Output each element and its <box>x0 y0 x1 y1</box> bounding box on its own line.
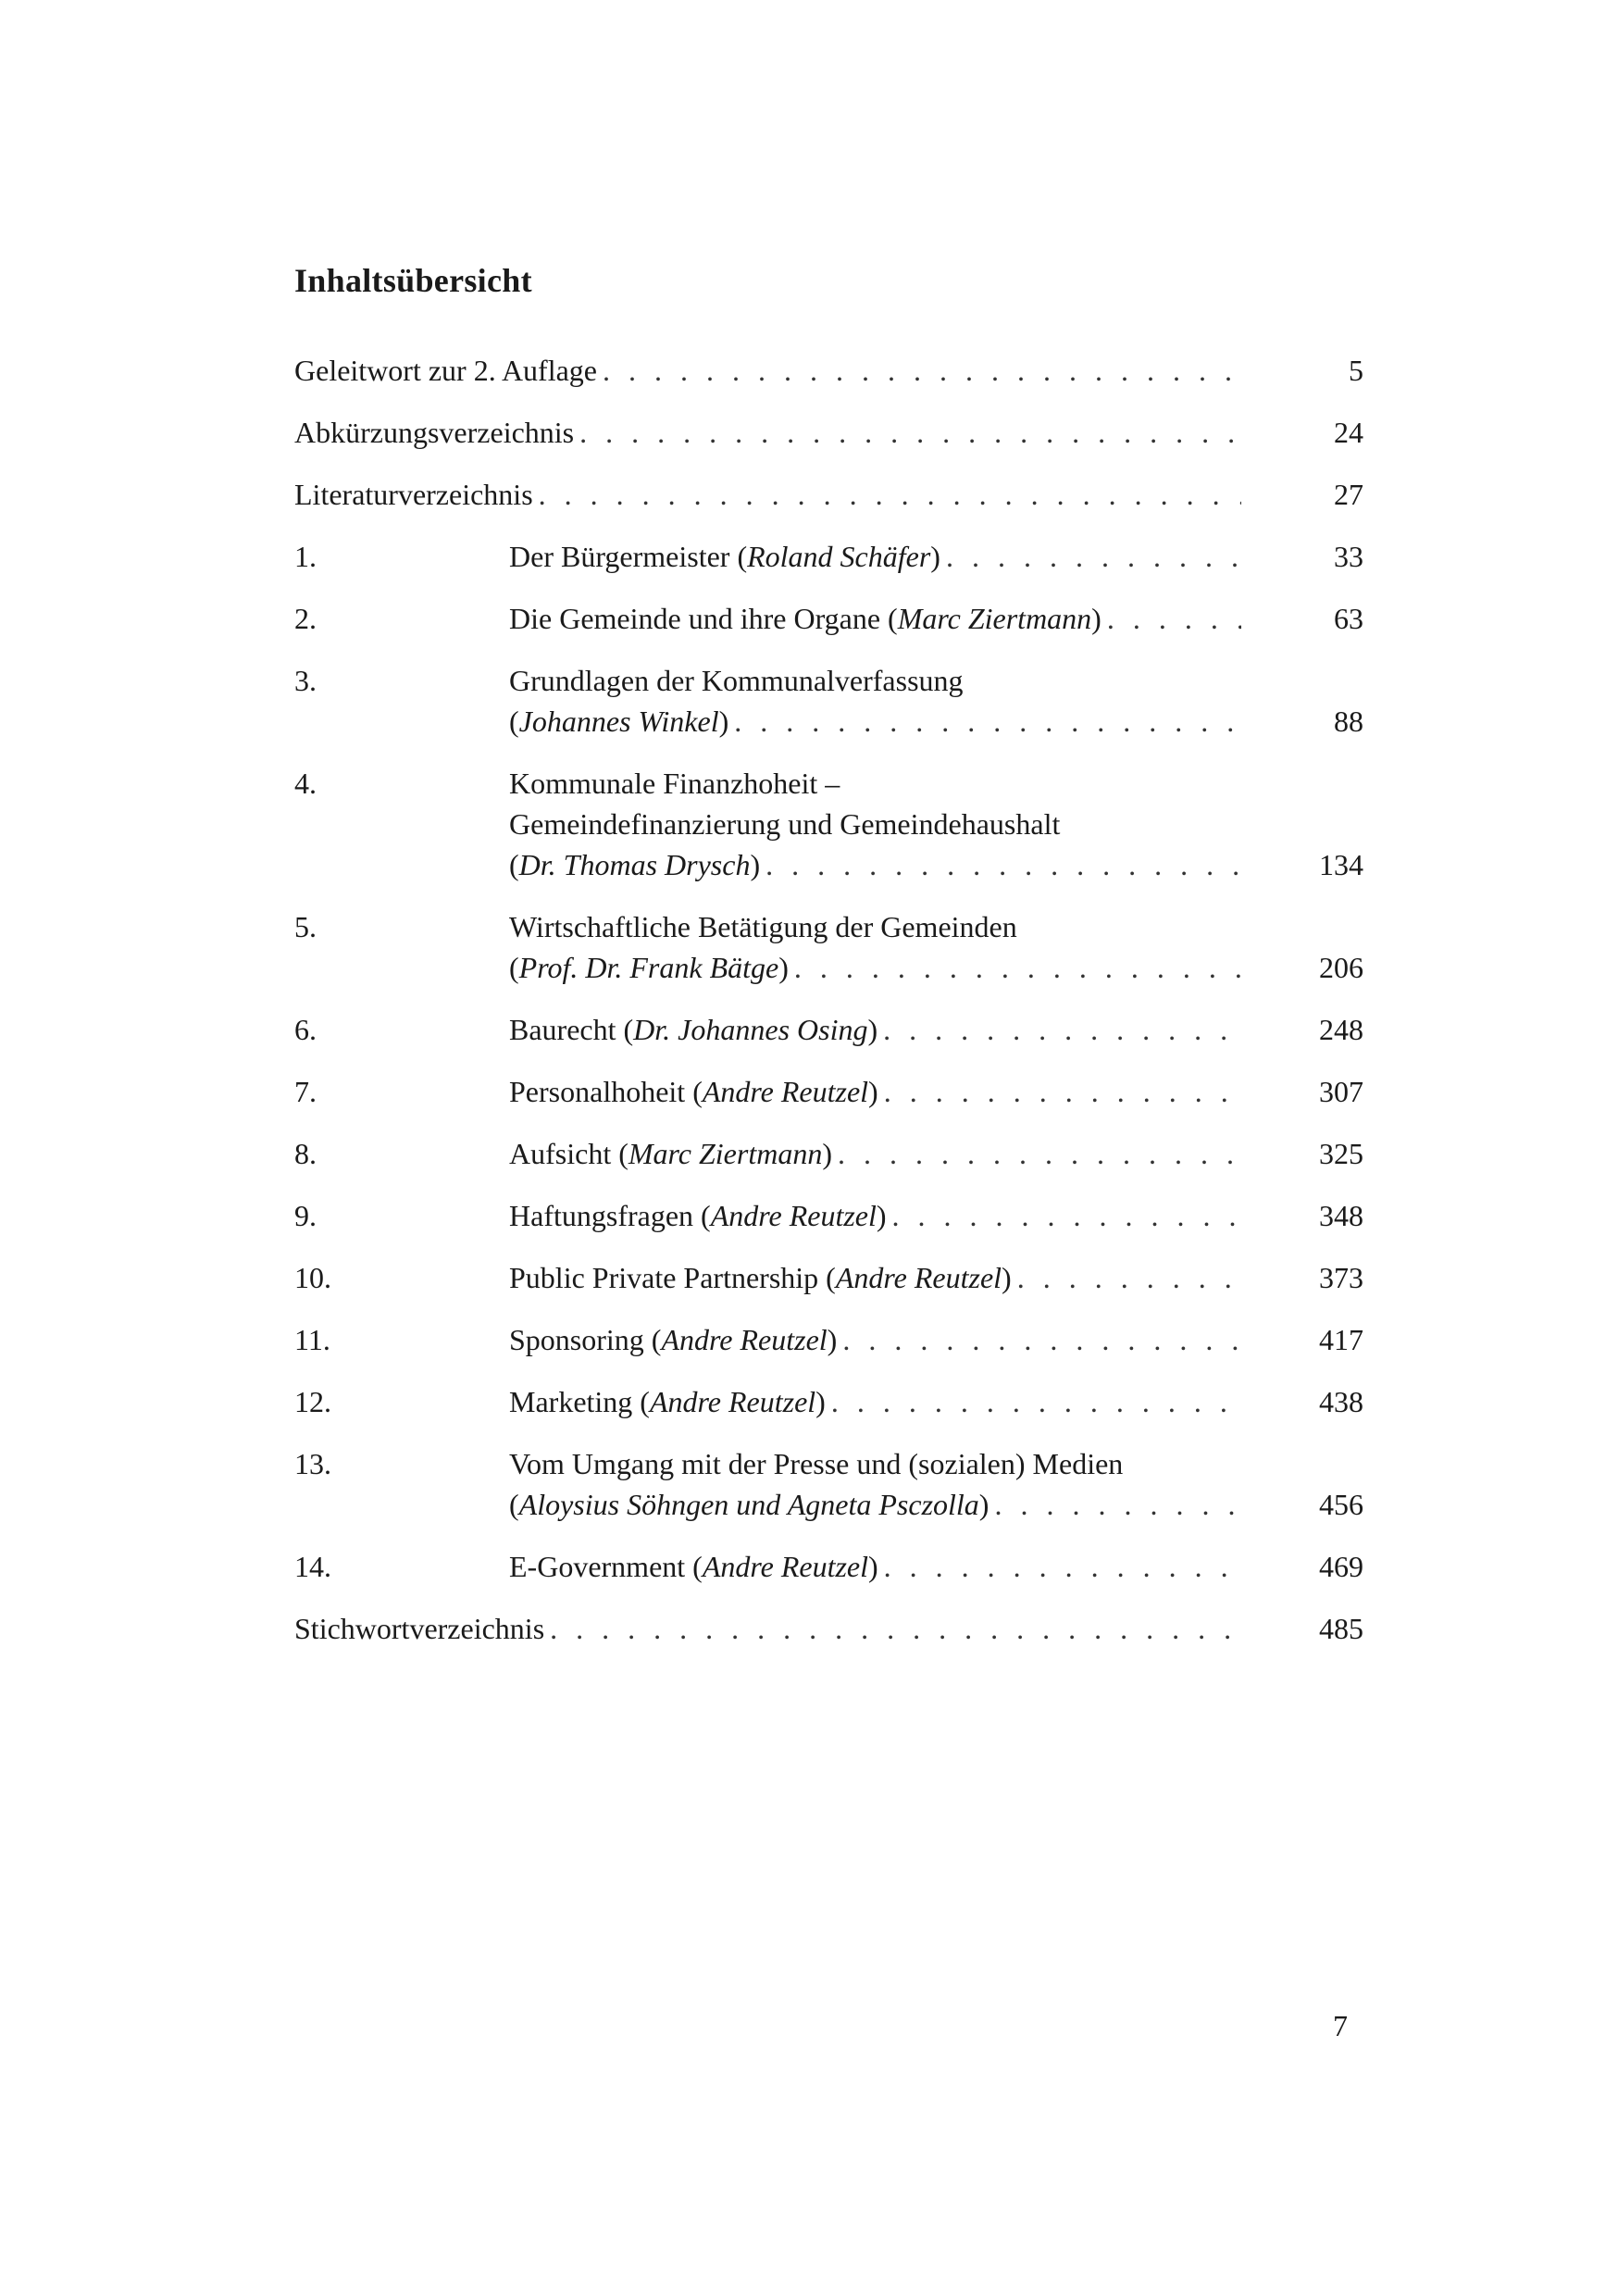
entry-title: Die Gemeinde und ihre Organe <box>509 602 881 635</box>
chapter-number: 9. <box>294 1199 317 1232</box>
entry-author: Johannes Winkel <box>518 705 719 738</box>
toc-chapter <box>294 906 1363 988</box>
entry-text <box>509 1443 1363 1525</box>
page-title: Inhaltsübersicht <box>294 262 532 299</box>
entry-title: Geleitwort zur 2. Auflage <box>294 354 597 387</box>
entry-last-line <box>294 412 1363 453</box>
entry-author: Marc Ziertmann <box>628 1137 823 1170</box>
entry-text <box>509 1257 1363 1298</box>
entry-page: 348 <box>1319 1199 1363 1232</box>
entry-text <box>294 412 1363 453</box>
entry-author: Aloysius Söhngen und Agneta Psczolla <box>518 1488 979 1521</box>
entry-title: Personalhoheit <box>509 1075 686 1108</box>
entry-last-line <box>509 1009 1363 1050</box>
entry-text <box>294 1608 1363 1649</box>
entry-title: Sponsoring <box>509 1323 644 1356</box>
entry-page: 469 <box>1319 1550 1363 1583</box>
entry-title-line: (Johannes Winkel) <box>509 705 729 738</box>
toc-entry <box>294 1608 1363 1649</box>
entry-text <box>509 1195 1363 1236</box>
entry-title: Marketing <box>509 1385 633 1418</box>
chapter-number: 8. <box>294 1137 317 1170</box>
entry-title-line: Personalhoheit (Andre Reutzel) <box>509 1075 878 1108</box>
dot-leader <box>831 1381 1241 1422</box>
entry-last-line <box>509 1319 1363 1360</box>
chapter-number: 3. <box>294 664 317 697</box>
toc-chapter <box>294 763 1363 885</box>
back-matter-list <box>294 1608 1363 1649</box>
entry-page: 248 <box>1319 1013 1363 1046</box>
entry-text <box>509 1319 1363 1360</box>
chapter-number: 5. <box>294 910 317 943</box>
entry-author: Andre Reutzel <box>702 1075 869 1108</box>
dot-leader <box>838 1133 1241 1174</box>
dot-leader <box>539 474 1241 515</box>
toc-chapter <box>294 1071 1363 1112</box>
entry-title: Public Private Partnership <box>509 1261 819 1294</box>
dot-leader <box>842 1319 1241 1360</box>
entry-page: 325 <box>1319 1137 1363 1170</box>
entry-title-line <box>294 474 533 515</box>
chapter-title-line: Grundlagen der Kommunalverfassung <box>509 664 964 697</box>
toc-chapter <box>294 1257 1363 1298</box>
entry-page: 24 <box>1334 416 1363 449</box>
dot-leader <box>1017 1257 1241 1298</box>
entry-author: Andre Reutzel <box>835 1261 1002 1294</box>
entry-page: 206 <box>1319 951 1363 984</box>
chapter-number: 4. <box>294 767 317 800</box>
toc-chapter <box>294 598 1363 639</box>
entry-last-line <box>509 701 1363 742</box>
entry-page: 417 <box>1319 1323 1363 1356</box>
toc-chapter <box>294 1009 1363 1050</box>
entry-last-line <box>509 1133 1363 1174</box>
chapter-number: 2. <box>294 602 317 635</box>
entry-text <box>509 763 1363 885</box>
entry-title-line: Marketing (Andre Reutzel) <box>509 1385 826 1418</box>
entry-page: 134 <box>1319 848 1363 881</box>
toc-entry <box>294 350 1363 391</box>
chapter-number: 13. <box>294 1447 331 1480</box>
entry-title-line <box>294 412 574 453</box>
entry-author: Andre Reutzel <box>710 1199 877 1232</box>
dot-leader <box>884 1071 1241 1112</box>
entry-text <box>509 1071 1363 1112</box>
toc-entry <box>294 474 1363 515</box>
dot-leader <box>994 1484 1241 1525</box>
dot-leader <box>884 1546 1241 1587</box>
entry-title: Abkürzungsverzeichnis <box>294 416 575 449</box>
entry-text <box>509 1381 1363 1422</box>
entry-author: Andre Reutzel <box>702 1550 869 1583</box>
entry-title-line <box>294 1608 544 1649</box>
dot-leader <box>734 701 1241 742</box>
entry-title-line: Die Gemeinde und ihre Organe (Marc Ziertmann) <box>509 602 1101 635</box>
dot-leader <box>883 1009 1241 1050</box>
entry-title-line: Baurecht (Dr. Johannes Osing) <box>509 1013 878 1046</box>
dot-leader <box>765 844 1241 885</box>
toc-chapter <box>294 1319 1363 1360</box>
entry-last-line <box>509 1484 1363 1525</box>
entry-title-line: (Prof. Dr. Frank Bätge) <box>509 951 789 984</box>
entry-title: Der Bürgermeister <box>509 540 730 573</box>
entry-text <box>509 536 1363 577</box>
entry-title-line: Sponsoring (Andre Reutzel) <box>509 1323 838 1356</box>
entry-page: 88 <box>1334 705 1363 738</box>
entry-last-line <box>294 474 1363 515</box>
entry-page: 27 <box>1334 478 1363 511</box>
toc-chapter <box>294 1381 1363 1422</box>
page-number: 7 <box>1333 2009 1348 2042</box>
toc-chapter <box>294 536 1363 577</box>
entry-title-line: Der Bürgermeister (Roland Schäfer) <box>509 540 940 573</box>
entry-author: Marc Ziertmann <box>897 602 1092 635</box>
entry-author: Dr. Johannes Osing <box>633 1013 868 1046</box>
chapter-number: 7. <box>294 1075 317 1108</box>
entry-page: 33 <box>1334 540 1363 573</box>
entry-text <box>294 474 1363 515</box>
entry-text <box>509 1133 1363 1174</box>
entry-last-line <box>509 1381 1363 1422</box>
chapter-title-line: Wirtschaftliche Betätigung der Gemeinden <box>509 910 1017 943</box>
dot-leader <box>579 412 1241 453</box>
entry-text <box>294 350 1363 391</box>
entry-title-line: (Aloysius Söhngen und Agneta Psczolla) <box>509 1488 989 1521</box>
toc-chapter <box>294 1195 1363 1236</box>
chapter-number: 14. <box>294 1550 331 1583</box>
chapter-number: 10. <box>294 1261 331 1294</box>
entry-title: Baurecht <box>509 1013 616 1046</box>
entry-page: 438 <box>1319 1385 1363 1418</box>
chapter-number: 6. <box>294 1013 317 1046</box>
chapter-title-line: Vom Umgang mit der Presse und (sozialen) Medien <box>509 1447 1124 1480</box>
entry-title: E-Government <box>509 1550 686 1583</box>
entry-title: Aufsicht <box>509 1137 612 1170</box>
entry-last-line <box>509 1257 1363 1298</box>
entry-author: Andre Reutzel <box>649 1385 816 1418</box>
chapter-title-line: Kommunale Finanzhoheit – <box>509 767 840 800</box>
entry-last-line <box>509 1546 1363 1587</box>
front-matter-list <box>294 350 1363 515</box>
entry-title-line <box>294 350 597 391</box>
chapter-number: 1. <box>294 540 317 573</box>
entry-text <box>509 1546 1363 1587</box>
dot-leader <box>603 350 1241 391</box>
toc-chapter <box>294 1546 1363 1587</box>
entry-text <box>509 598 1363 639</box>
chapter-number: 12. <box>294 1385 331 1418</box>
entry-page: 456 <box>1319 1488 1363 1521</box>
entry-page: 307 <box>1319 1075 1363 1108</box>
entry-page: 485 <box>1319 1612 1363 1645</box>
entry-last-line <box>509 947 1363 988</box>
entry-last-line <box>509 844 1363 885</box>
entry-last-line <box>294 1608 1363 1649</box>
entry-last-line <box>509 598 1363 639</box>
entry-last-line <box>509 536 1363 577</box>
entry-title: Stichwortverzeichnis <box>294 1612 545 1645</box>
entry-page: 5 <box>1349 354 1363 387</box>
dot-leader <box>946 536 1241 577</box>
entry-author: Dr. Thomas Drysch <box>518 848 751 881</box>
entry-page: 373 <box>1319 1261 1363 1294</box>
toc-chapter <box>294 660 1363 742</box>
entry-title: Haftungsfragen <box>509 1199 694 1232</box>
entry-text <box>509 1009 1363 1050</box>
toc-entry <box>294 412 1363 453</box>
entry-text <box>509 906 1363 988</box>
toc-chapter <box>294 1133 1363 1174</box>
entry-last-line <box>509 1071 1363 1112</box>
chapter-list <box>294 536 1363 1587</box>
chapter-title-line: Gemeindefinanzierung und Gemeindehaushalt <box>509 807 1061 841</box>
dot-leader <box>550 1608 1241 1649</box>
entry-title-line: E-Government (Andre Reutzel) <box>509 1550 878 1583</box>
toc-chapter <box>294 1443 1363 1525</box>
entry-title-line: Aufsicht (Marc Ziertmann) <box>509 1137 832 1170</box>
entry-last-line <box>294 350 1363 391</box>
dot-leader <box>794 947 1241 988</box>
entry-title-line: Haftungsfragen (Andre Reutzel) <box>509 1199 887 1232</box>
entry-title: Literaturverzeichnis <box>294 478 533 511</box>
entry-author: Roland Schäfer <box>747 540 931 573</box>
entry-page: 63 <box>1334 602 1363 635</box>
dot-leader <box>892 1195 1241 1236</box>
entry-title-line: Public Private Partnership (Andre Reutzel) <box>509 1261 1012 1294</box>
table-of-contents <box>294 350 1363 1670</box>
entry-author: Prof. Dr. Frank Bätge <box>518 951 779 984</box>
entry-author: Andre Reutzel <box>661 1323 828 1356</box>
entry-text <box>509 660 1363 742</box>
entry-last-line <box>509 1195 1363 1236</box>
dot-leader <box>1107 598 1241 639</box>
chapter-number: 11. <box>294 1323 330 1356</box>
entry-title-line: (Dr. Thomas Drysch) <box>509 848 761 881</box>
